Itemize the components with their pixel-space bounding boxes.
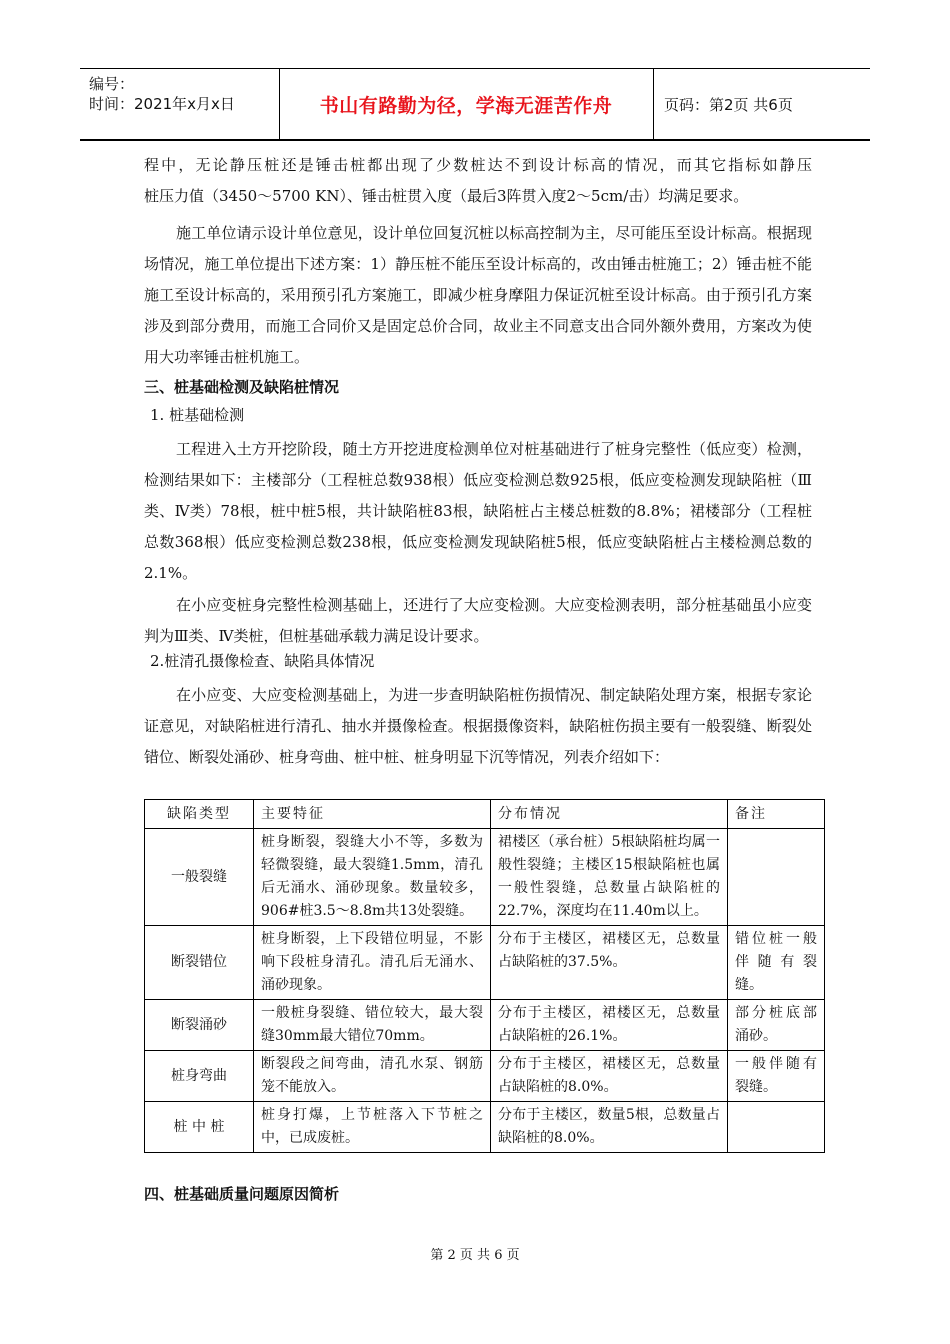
paragraph-4: 在小应变桩身完整性检测基础上，还进行了大应变检测。大应变检测表明，部分桩基础虽小应变判为Ⅲ类、Ⅳ类桩，但桩基础承载力满足设计要求。 bbox=[144, 596, 812, 645]
distribution-cell: 分布于主楼区，数量5根，总数量占缺陷桩的8.0%。 bbox=[491, 1102, 728, 1153]
table-row bbox=[145, 1051, 825, 1102]
date-label: 时间：2021年x月x日 bbox=[89, 95, 235, 113]
note-cell: 一般伴随有裂缝。 bbox=[728, 1051, 825, 1102]
note-cell: 部分桩底部涌砂。 bbox=[728, 1000, 825, 1051]
header-main-feature: 主要特征 bbox=[254, 800, 491, 829]
paragraph-5: 在小应变、大应变检测基础上，为进一步查明缺陷桩伤损情况、制定缺陷处理方案，根据专家论证意见，对缺陷桩进行清孔、抽水并摄像检查。根据摄像资料，缺陷桩伤损主要有一般裂缝、断裂处错位、断裂处涌砂、桩身弯曲、桩中桩、桩身明显下沉等情况，列表介绍如下： bbox=[144, 686, 812, 766]
header-note: 备注 bbox=[728, 800, 825, 829]
table-row bbox=[145, 926, 825, 1000]
paragraph-1-line-1: 程中，无论静压桩还是锤击桩都出现了少数桩达不到设计标高的情况，而其它指标如静压 bbox=[144, 156, 812, 174]
page-header bbox=[80, 68, 870, 141]
feature-cell: 桩身断裂，上下段错位明显，不影响下段桩身清孔。清孔后无涌水、涌砂现象。 bbox=[254, 926, 491, 1000]
paragraph-1 bbox=[144, 150, 812, 212]
subsection-2-title: 2.桩清孔摄像检查、缺陷具体情况 bbox=[150, 652, 375, 670]
page-footer: 第 2 页 共 6 页 bbox=[430, 1248, 520, 1263]
note-cell bbox=[728, 1102, 825, 1153]
header-motto-cell bbox=[279, 69, 654, 139]
distribution-cell: 裙楼区（承台桩）5根缺陷桩均属一般性裂缝；主楼区15根缺陷桩也属一般性裂缝，总数量占缺陷桩的22.7%，深度均在11.40m以上。 bbox=[491, 829, 728, 926]
distribution-cell: 分布于主楼区，裙楼区无，总数量占缺陷桩的8.0%。 bbox=[491, 1051, 728, 1102]
table-header-row bbox=[145, 800, 825, 829]
distribution-cell: 分布于主楼区，裙楼区无，总数量占缺陷桩的37.5%。 bbox=[491, 926, 728, 1000]
feature-cell: 桩身打爆，上节桩落入下节桩之中，已成废桩。 bbox=[254, 1102, 491, 1153]
feature-cell: 桩身断裂，裂缝大小不等，多数为轻微裂缝，最大裂缝1.5mm，清孔后无涌水、涌砂现象。数量较多，906#桩3.5～8.8m共13处裂缝。 bbox=[254, 829, 491, 926]
defect-type-cell: 桩身弯曲 bbox=[145, 1051, 254, 1102]
paragraph-1-line-2: 桩压力值（3450～5700 KN）、锤击桩贯入度（最后3阵贯入度2～5cm/击）均满足要求。 bbox=[144, 187, 749, 205]
section-4-title: 四、桩基础质量问题原因简析 bbox=[144, 1185, 340, 1203]
header-defect-type: 缺陷类型 bbox=[145, 800, 254, 829]
table-row bbox=[145, 829, 825, 926]
feature-cell: 断裂段之间弯曲，清孔水泵、钢筋笼不能放入。 bbox=[254, 1051, 491, 1102]
defect-type-cell: 一般裂缝 bbox=[145, 829, 254, 926]
defect-table bbox=[144, 799, 825, 1153]
code-label: 编号： bbox=[89, 75, 135, 93]
subsection-1-title: 1. 桩基础检测 bbox=[150, 406, 245, 424]
header-page-info: 页码：第2页 共6页 bbox=[664, 95, 793, 114]
section-3-title: 三、桩基础检测及缺陷桩情况 bbox=[144, 378, 340, 396]
note-cell: 错位桩一般伴随有裂缝。 bbox=[728, 926, 825, 1000]
paragraph-2: 施工单位请示设计单位意见，设计单位回复沉桩以标高控制为主，尽可能压至设计标高。根据现场情况，施工单位提出下述方案：1）静压桩不能压至设计标高的，改由锤击桩施工；2）锤击桩不能施工至设计标高的，采用预引孔方案施工，即减少桩身摩阻力保证沉桩至设计标高。由于预引孔方案涉及到部分费用，而施工合同价又是固定总价合同，故业主不同意支出合同外额外费用，方案改为使用大功率锤击桩机施工。 bbox=[144, 224, 812, 366]
table-row bbox=[145, 1102, 825, 1153]
table-row bbox=[145, 1000, 825, 1051]
header-motto: 书山有路勤为径，学海无涯苦作舟 bbox=[319, 94, 613, 117]
distribution-cell: 分布于主楼区，裙楼区无，总数量占缺陷桩的26.1%。 bbox=[491, 1000, 728, 1051]
header-distribution: 分布情况 bbox=[491, 800, 728, 829]
defect-type-cell: 断裂错位 bbox=[145, 926, 254, 1000]
defect-type-cell: 断裂涌砂 bbox=[145, 1000, 254, 1051]
header-meta bbox=[80, 69, 280, 139]
note-cell bbox=[728, 829, 825, 926]
feature-cell: 一般桩身裂缝、错位较大，最大裂缝30mm最大错位70mm。 bbox=[254, 1000, 491, 1051]
paragraph-3: 工程进入土方开挖阶段，随土方开挖进度检测单位对桩基础进行了桩身完整性（低应变）检测，检测结果如下：主楼部分（工程桩总数938根）低应变检测总数925根，低应变检测发现缺陷桩（Ⅲ类、Ⅳ类）78根，桩中桩5根，共计缺陷桩83根，缺陷桩占主楼总桩数的8.8%；裙楼部分（工程桩总数368根）低应变检测总数238根，低应变检测发现缺陷桩5根，低应变缺陷桩占主楼检测总数的2.1%。 bbox=[144, 440, 812, 582]
defect-type-cell: 桩 中 桩 bbox=[145, 1102, 254, 1153]
